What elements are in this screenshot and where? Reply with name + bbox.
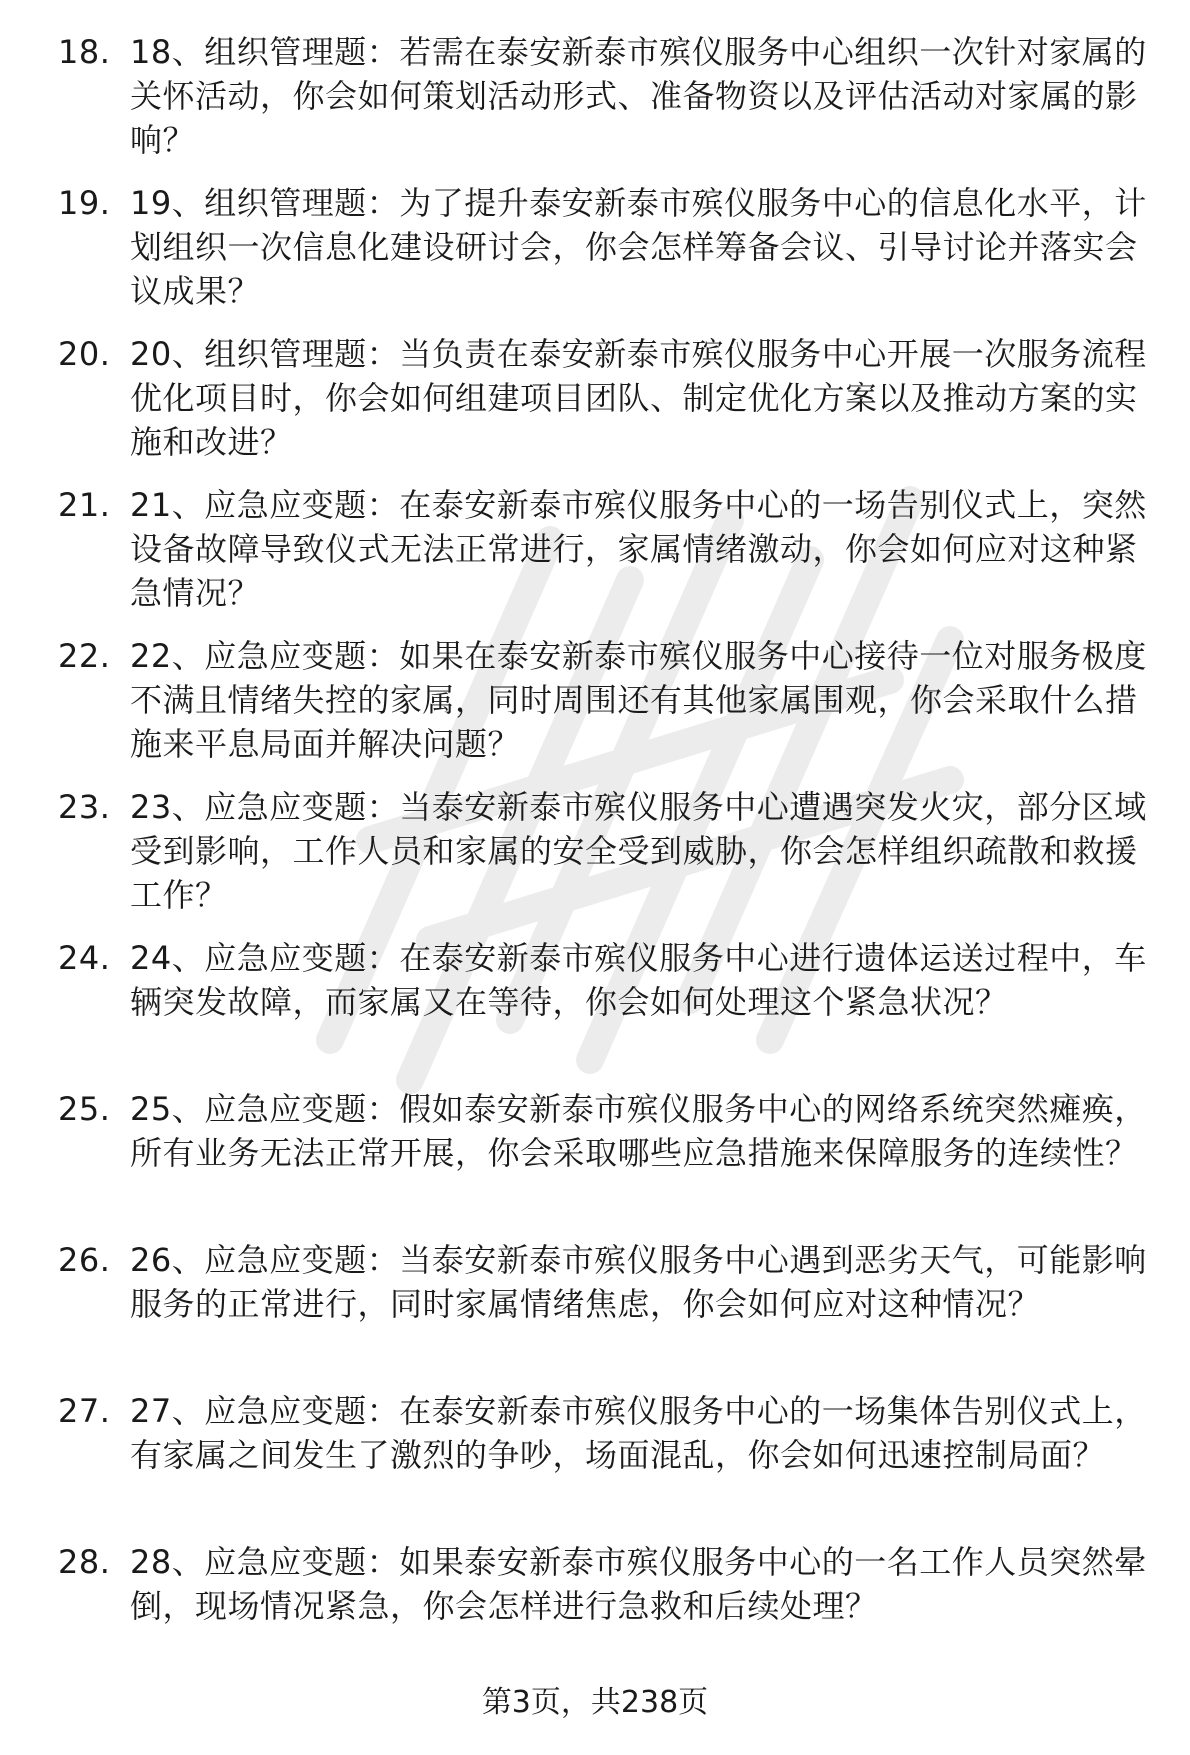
question-number: 23.	[58, 788, 111, 826]
page-footer: 第3页，共238页	[481, 1685, 709, 1720]
question-text: 25、应急应变题：假如泰安新泰市殡仪服务中心的网络系统突然瘫痪，所有业务无法正常开展，你会采取哪些应急措施来保障服务的连续性？	[130, 1090, 1147, 1172]
question-item	[0, 785, 1190, 917]
question-text: 19、组织管理题：为了提升泰安新泰市殡仪服务中心的信息化水平，计划组织一次信息化建设研讨会，你会怎样筹备会议、引导讨论并落实会议成果？	[130, 184, 1147, 310]
question-number: 21.	[58, 486, 111, 524]
question-text: 28、应急应变题：如果泰安新泰市殡仪服务中心的一名工作人员突然晕倒，现场情况紧急，你会怎样进行急救和后续处理？	[130, 1543, 1147, 1625]
question-number: 19.	[58, 184, 111, 222]
question-number: 22.	[58, 637, 111, 675]
question-item	[0, 634, 1190, 766]
question-item	[0, 936, 1190, 1068]
question-text: 22、应急应变题：如果在泰安新泰市殡仪服务中心接待一位对服务极度不满且情绪失控的家属，同时周围还有其他家属围观，你会采取什么措施来平息局面并解决问题？	[130, 637, 1147, 763]
question-number: 28.	[58, 1543, 111, 1581]
question-item	[0, 483, 1190, 615]
question-item	[0, 30, 1190, 162]
question-number: 20.	[58, 335, 111, 373]
question-item	[0, 181, 1190, 313]
question-text: 21、应急应变题：在泰安新泰市殡仪服务中心的一场告别仪式上，突然设备故障导致仪式无法正常进行，家属情绪激动，你会如何应对这种紧急情况？	[130, 486, 1147, 612]
question-number: 25.	[58, 1090, 111, 1128]
question-number: 27.	[58, 1392, 111, 1430]
question-text: 23、应急应变题：当泰安新泰市殡仪服务中心遭遇突发火灾，部分区域受到影响，工作人员和家属的安全受到威胁，你会怎样组织疏散和救援工作？	[130, 788, 1147, 914]
question-item	[0, 1540, 1190, 1672]
question-item	[0, 1087, 1190, 1219]
question-item	[0, 1389, 1190, 1521]
question-number: 24.	[58, 939, 111, 977]
question-number: 26.	[58, 1241, 111, 1279]
question-text: 27、应急应变题：在泰安新泰市殡仪服务中心的一场集体告别仪式上，有家属之间发生了激烈的争吵，场面混乱，你会如何迅速控制局面？	[130, 1392, 1147, 1474]
question-list	[0, 30, 1190, 1691]
question-item	[0, 332, 1190, 464]
question-text: 18、组织管理题：若需在泰安新泰市殡仪服务中心组织一次针对家属的关怀活动，你会如何策划活动形式、准备物资以及评估活动对家属的影响？	[130, 33, 1147, 159]
question-text: 20、组织管理题：当负责在泰安新泰市殡仪服务中心开展一次服务流程优化项目时，你会如何组建项目团队、制定优化方案以及推动方案的实施和改进？	[130, 335, 1147, 461]
question-number: 18.	[58, 33, 111, 71]
question-text: 24、应急应变题：在泰安新泰市殡仪服务中心进行遗体运送过程中，车辆突发故障，而家属又在等待，你会如何处理这个紧急状况？	[130, 939, 1147, 1021]
question-text: 26、应急应变题：当泰安新泰市殡仪服务中心遇到恶劣天气，可能影响服务的正常进行，同时家属情绪焦虑，你会如何应对这种情况？	[130, 1241, 1147, 1323]
question-item	[0, 1238, 1190, 1370]
